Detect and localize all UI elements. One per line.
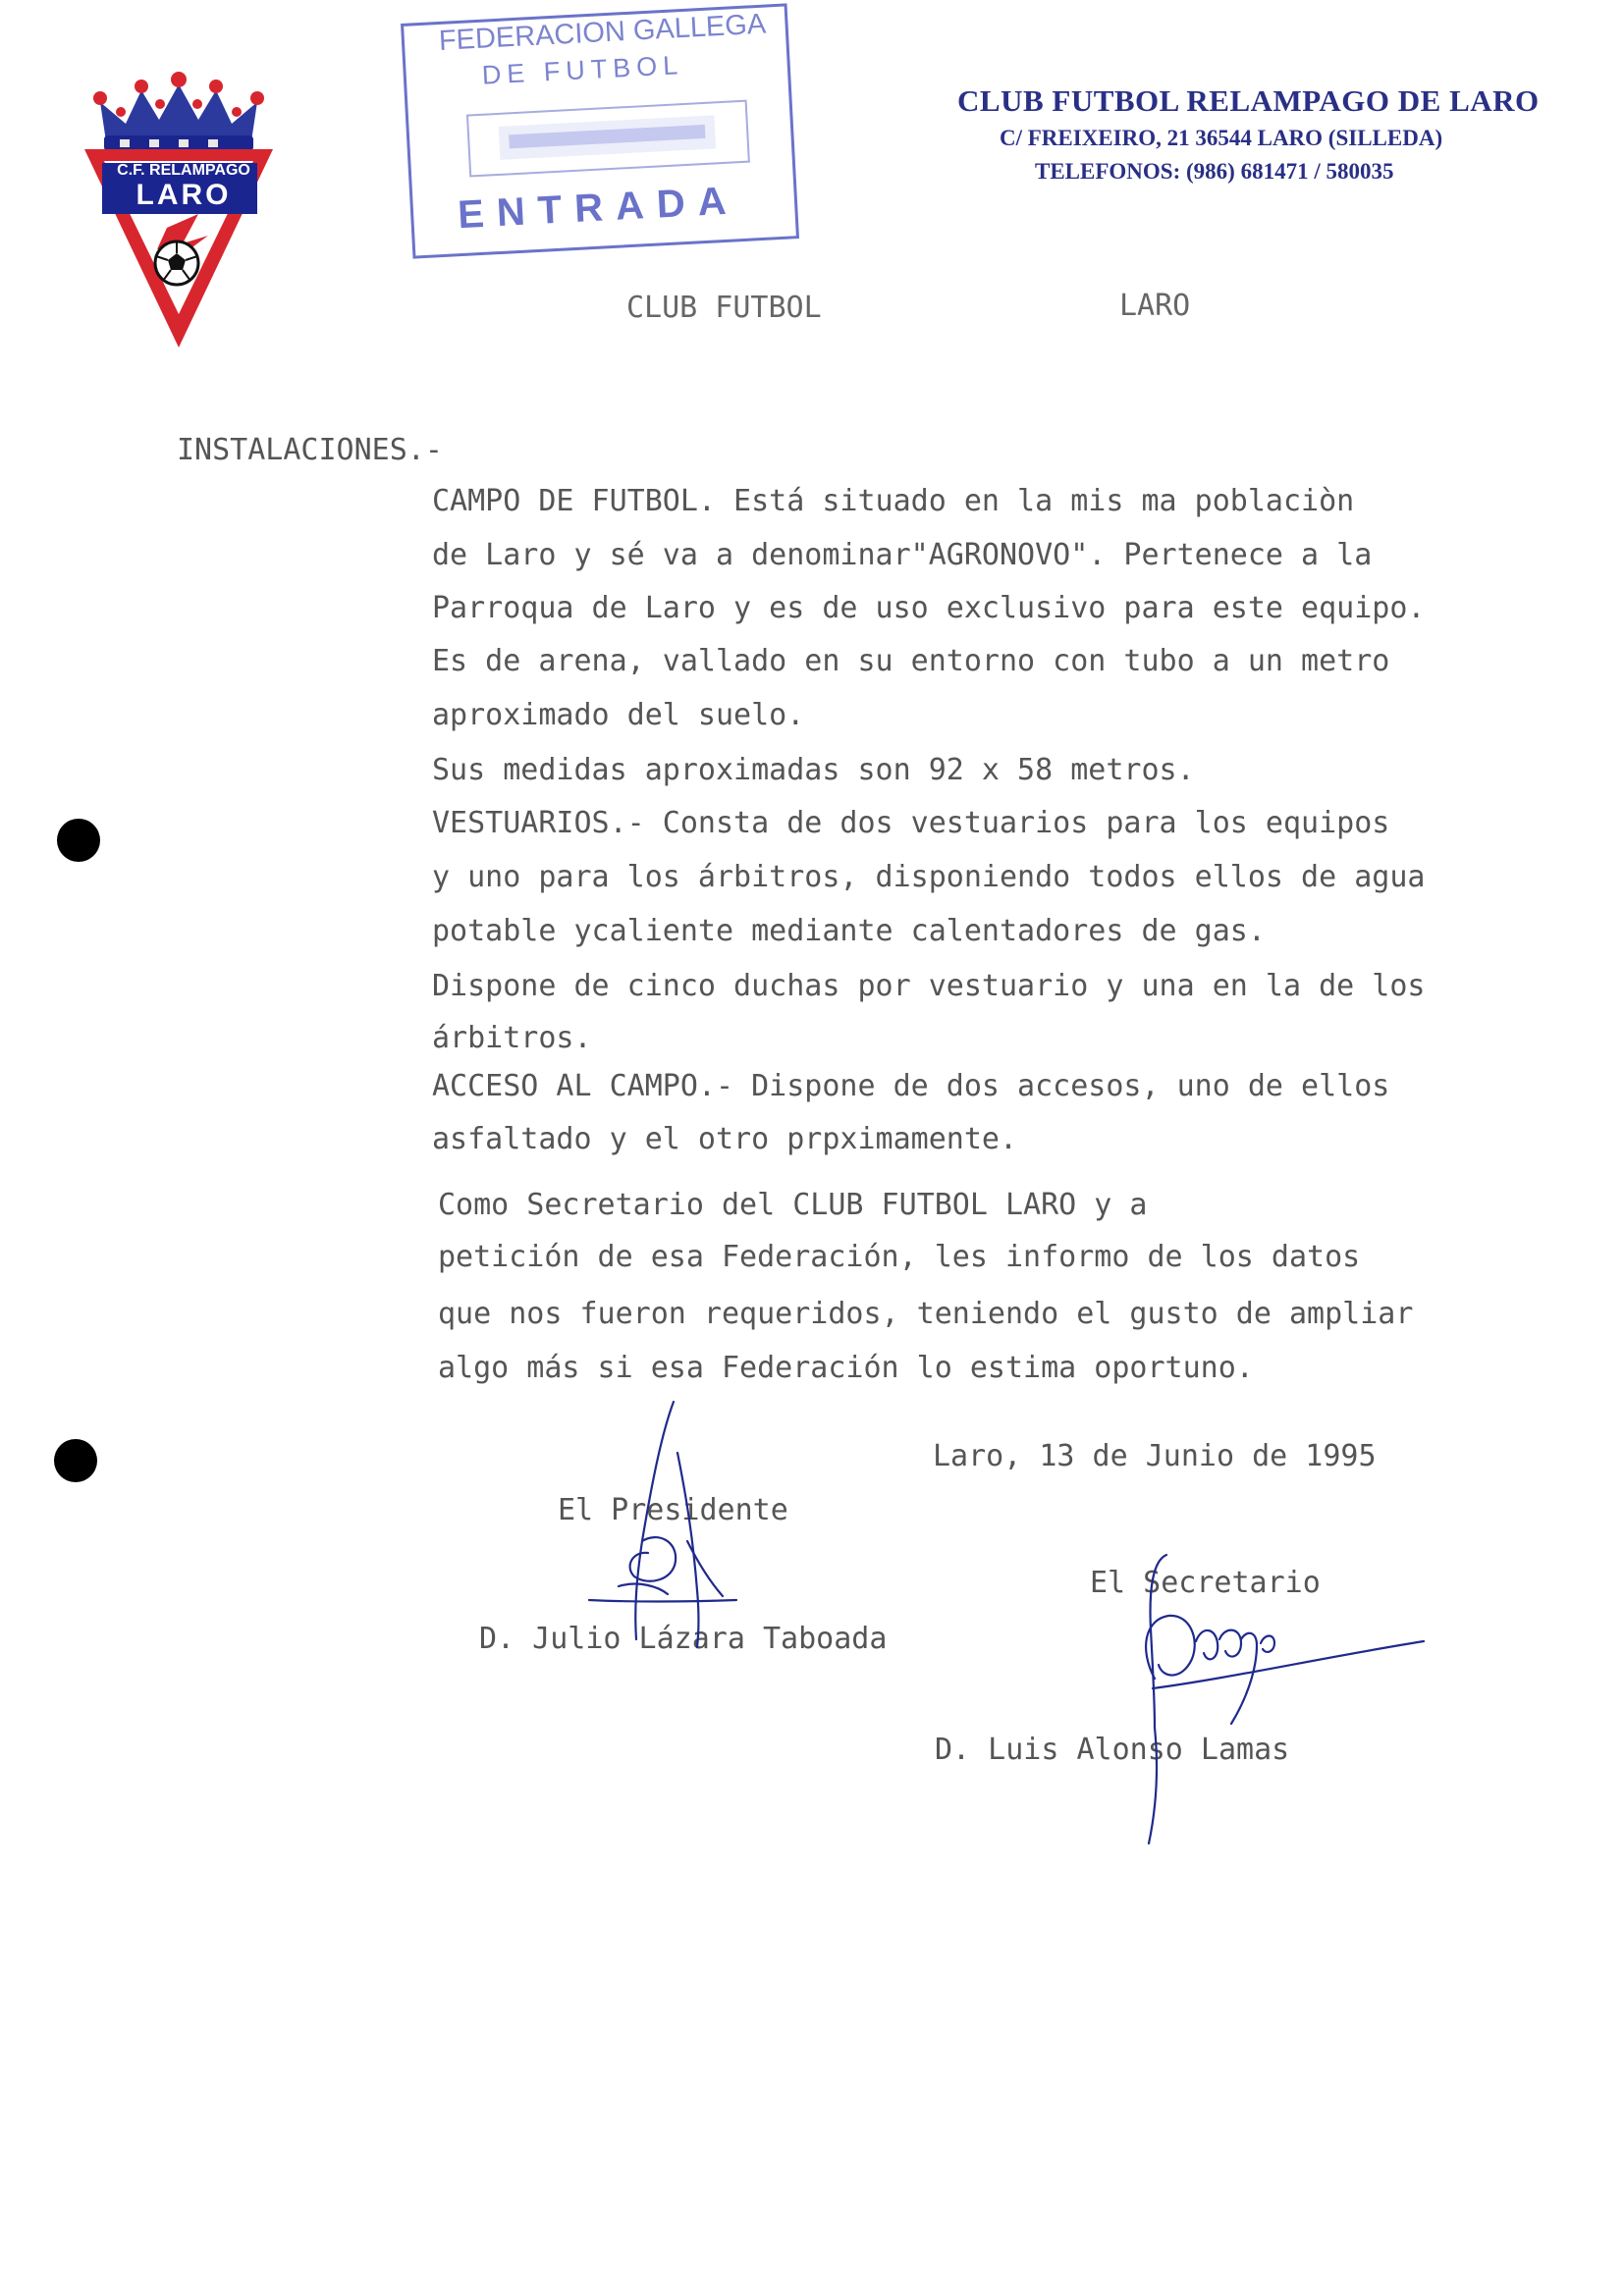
secretary-name: D. Luis Alonso Lamas <box>935 1733 1290 1767</box>
club-crest-icon <box>81 61 277 351</box>
body-line: Sus medidas aproximadas son 92 x 58 metros. <box>432 753 1195 787</box>
reception-stamp <box>401 3 799 258</box>
stamp-date-box <box>466 100 750 178</box>
stamp-federation-line-2: DE FUTBOL <box>481 49 684 90</box>
body-line: Es de arena, vallado en su entorno con tubo a un metro <box>432 644 1390 678</box>
body-line: de Laro y sé va a denominar"AGRONOVO". Pertenece a la <box>432 538 1373 572</box>
crest-lettering-main: LARO <box>135 179 232 211</box>
stamp-federation-line: FEDERACION GALLEGA <box>438 8 767 57</box>
body-line: petición de esa Federación, les informo de los datos <box>438 1240 1361 1274</box>
body-line: Como Secretario del CLUB FUTBOL LARO y a <box>438 1188 1148 1222</box>
body-line: asfaltado y el otro prpximamente. <box>432 1122 1018 1156</box>
body-line: que nos fueron requeridos, teniendo el gusto de ampliar <box>438 1297 1414 1331</box>
crown-icon <box>93 72 264 151</box>
body-line: Dispone de cinco duchas por vestuario y una en la de los <box>432 969 1426 1003</box>
club-phones: TELEFONOS: (986) 681471 / 580035 <box>1035 159 1394 184</box>
body-line: algo más si esa Federación lo estima oportuno. <box>438 1351 1254 1385</box>
section-heading: INSTALACIONES.- <box>177 433 443 467</box>
president-title: El Presidente <box>558 1493 788 1527</box>
president-name: D. Julio Lázara Taboada <box>479 1622 888 1656</box>
place-date: Laro, 13 de Junio de 1995 <box>933 1439 1377 1473</box>
body-line: y uno para los árbitros, disponiendo todos ellos de agua <box>432 860 1426 894</box>
body-line: potable ycaliente mediante calentadores de gas. <box>432 914 1266 948</box>
secretary-signature <box>1110 1531 1434 1855</box>
body-line: CAMPO DE FUTBOL. Está situado en la mis ma poblaciòn <box>432 484 1355 518</box>
subtitle-town: LARO <box>1119 289 1191 323</box>
body-line: VESTUARIOS.- Consta de dos vestuarios para los equipos <box>432 806 1390 840</box>
punch-hole <box>57 819 100 862</box>
body-line: aproximado del suelo. <box>432 698 805 732</box>
body-line: Parroqua de Laro y es de uso exclusivo para este equipo. <box>432 591 1426 625</box>
body-line: árbitros. <box>432 1021 592 1055</box>
club-name-heading: CLUB FUTBOL RELAMPAGO DE LARO <box>957 83 1540 118</box>
subtitle-club: CLUB FUTBOL <box>626 291 822 325</box>
stamp-entrada: ENTRADA <box>457 179 740 238</box>
punch-hole <box>54 1439 97 1482</box>
club-address: C/ FREIXEIRO, 21 36544 LARO (SILLEDA) <box>1000 126 1443 150</box>
secretary-title: El Secretario <box>1090 1566 1321 1600</box>
president-signature <box>550 1394 746 1669</box>
body-line: ACCESO AL CAMPO.- Dispone de dos accesos, uno de ellos <box>432 1069 1390 1103</box>
crest-lettering-top: C.F. RELAMPAGO <box>117 162 250 179</box>
